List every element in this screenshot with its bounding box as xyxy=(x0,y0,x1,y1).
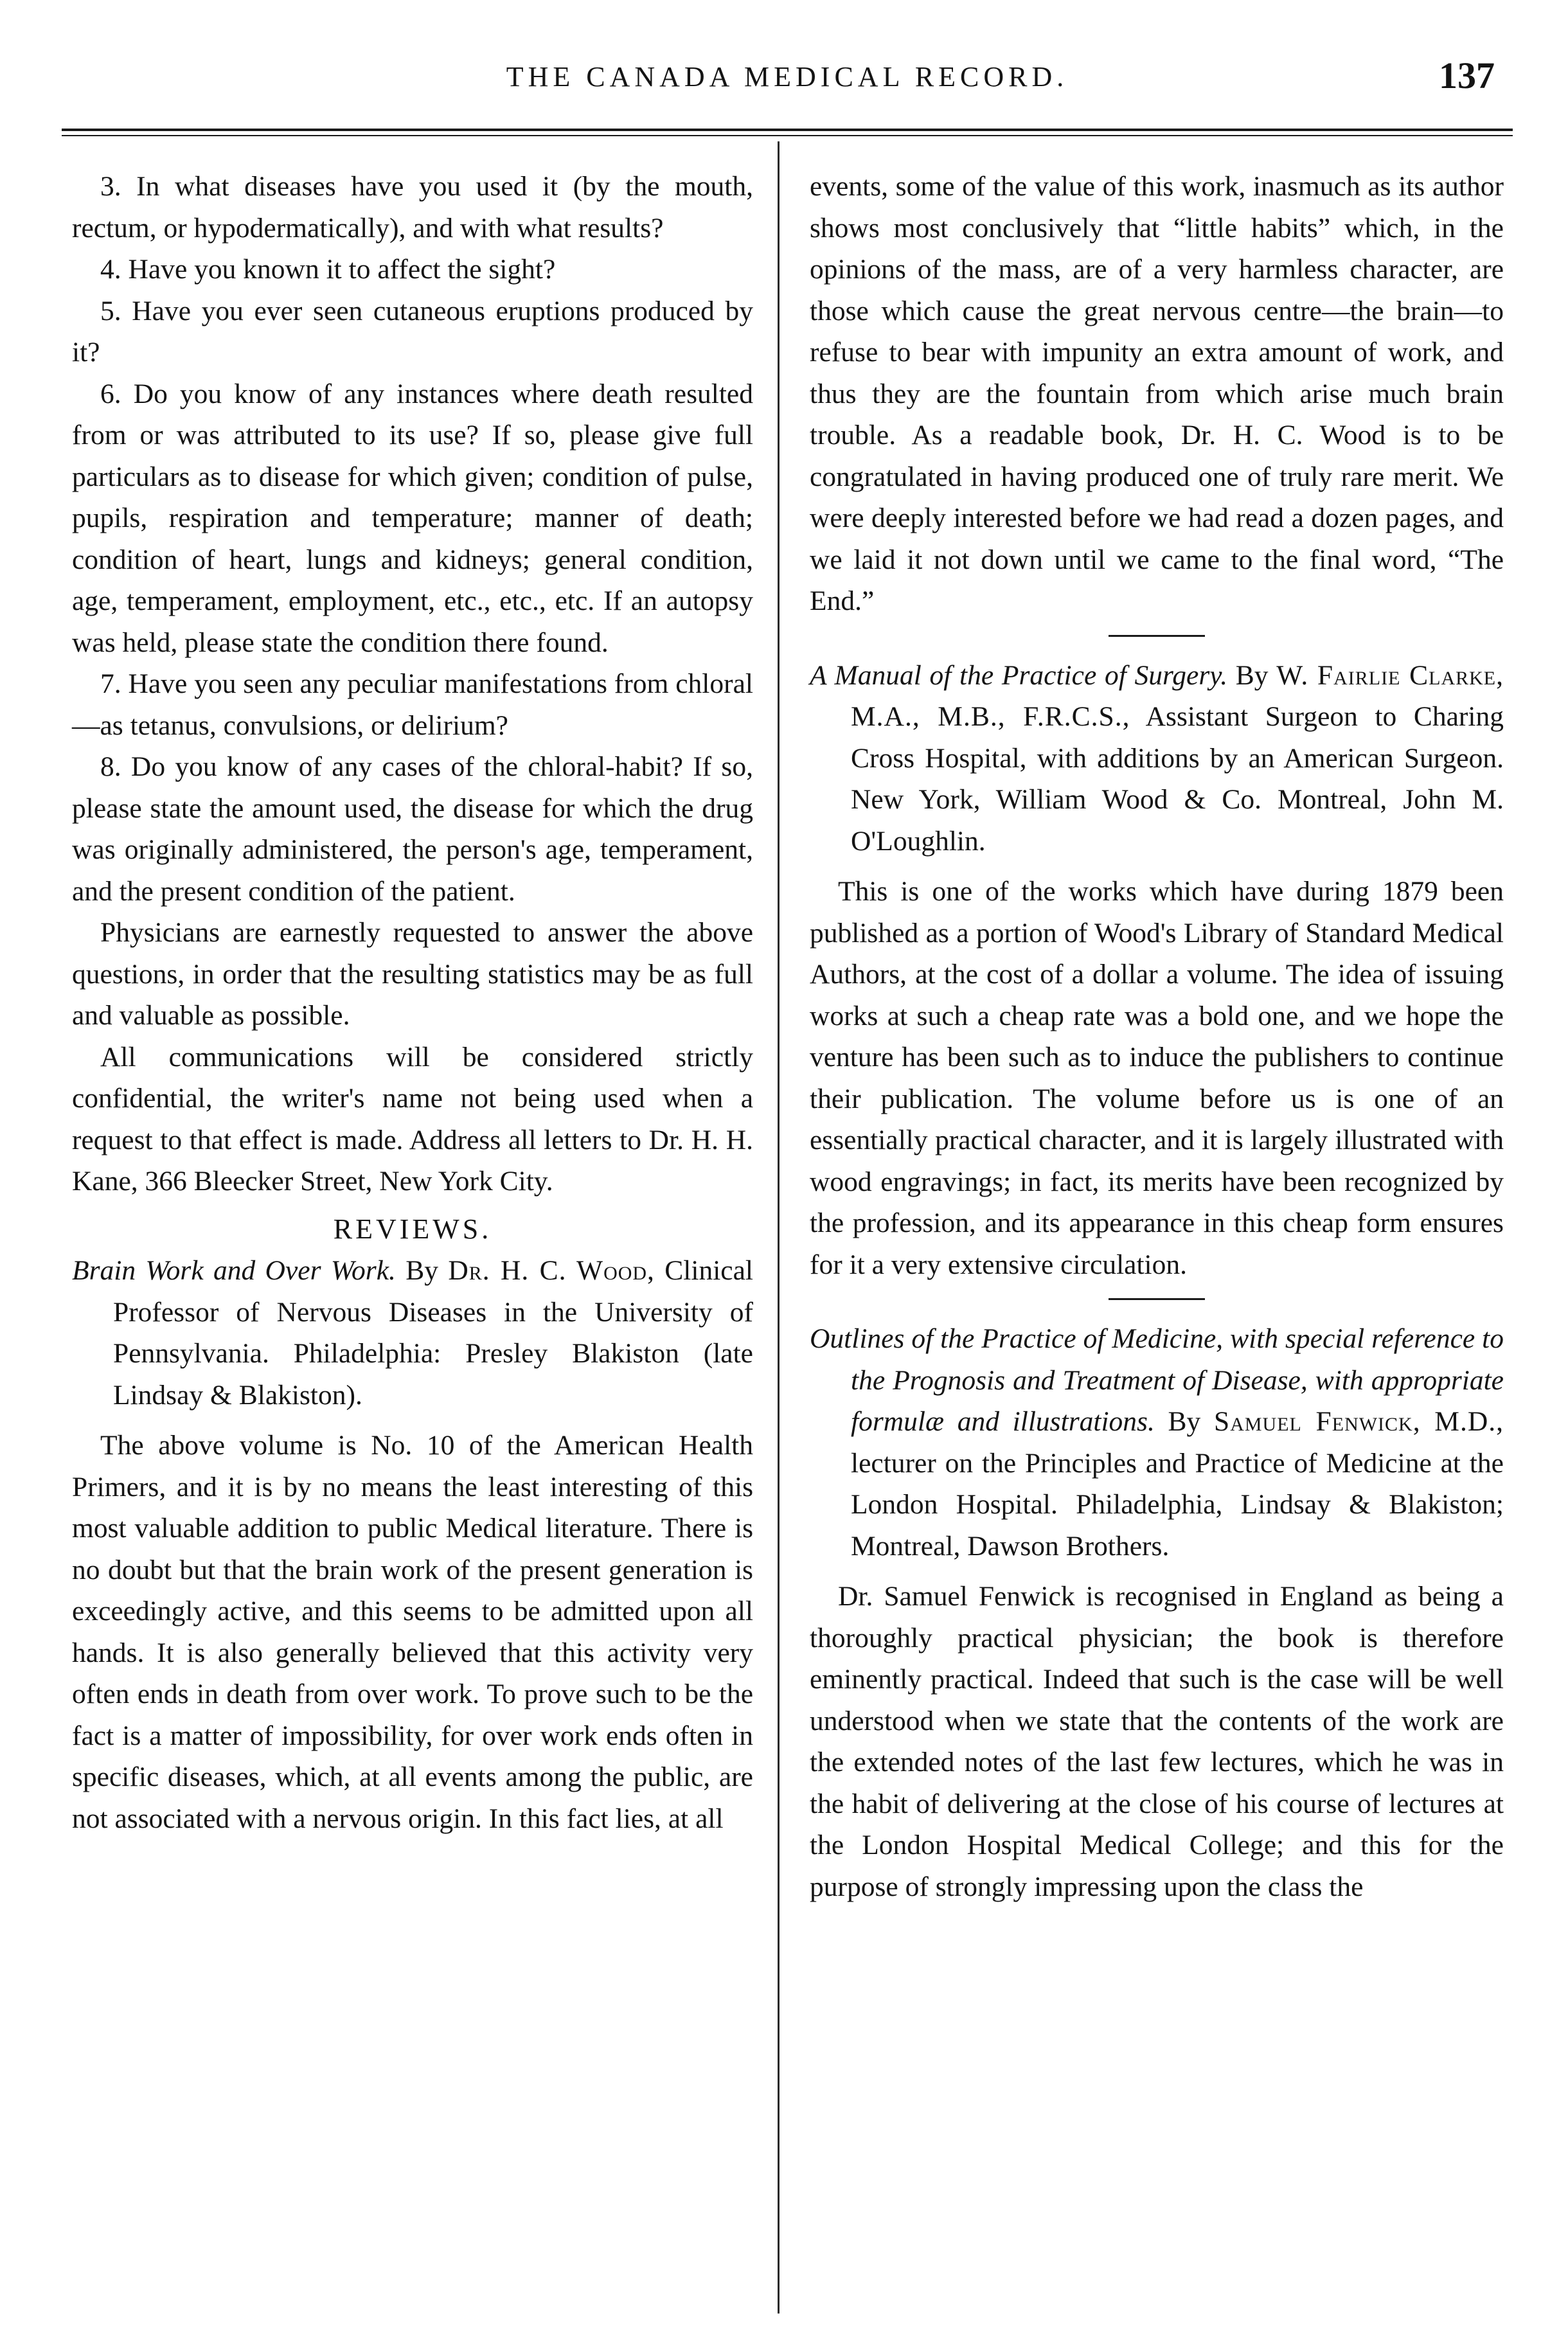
review-3-body: Dr. Samuel Fenwick is recognised in England as being a thoroughly practical physician; the book is therefore eminently practical. Indeed that such is the case will be well understood when we state that the contents of the work are the extended notes of the last few lectures, which he was in the habit of delivering at the close of his course of lectures at the London Hospital Medical College; and this for the purpose of strongly impressing upon the class the xyxy=(810,1581,1504,1902)
page-number: 137 xyxy=(1439,55,1495,96)
question-8: 8. Do you know of any cases of the chloral-habit? If so, please state the amount used, the disease for which the drug was originally administered, the person's age, temperament, and the present condition of the patient. xyxy=(72,751,753,907)
review-3-title: Outlines of the Practice of Medicine, with special reference to the Prognosis and Treatment of Disease, with appropriate formulæ and illustrations. xyxy=(810,1323,1504,1437)
header-rule-thin xyxy=(62,135,1513,136)
page-header xyxy=(64,55,1510,116)
request-paragraph: Physicians are earnestly requested to answer the above questions, in order that the resulting statistics may be as full and valuable as possible. xyxy=(72,917,753,1031)
question-5: 5. Have you ever seen cutaneous eruptions produced by it? xyxy=(72,295,753,368)
column-divider xyxy=(778,141,780,2314)
review-2-body: This is one of the works which have during 1879 been published as a portion of Wood's Library of Standard Medical Authors, at the cost of a dollar a volume. The idea of issuing works at such a cheap rate was a bold one, and we hope the venture has been such as to induce the publishers to continue their publication. The volume before us is one of an essentially practical character, and it is largely illustrated with wood engravings; in fact, its merits have been recognized by the profession, and its appearance in this cheap form ensures for it a very extensive circulation. xyxy=(810,876,1504,1280)
question-7: 7. Have you seen any peculiar manifestations from chloral—as tetanus, convulsions, or delirium? xyxy=(72,668,753,741)
review-1-title: Brain Work and Over Work. xyxy=(72,1255,396,1286)
review-2-citation xyxy=(810,655,1504,862)
review-2-title: A Manual of the Practice of Surgery. xyxy=(810,659,1228,691)
reviews-heading: REVIEWS. xyxy=(333,1213,492,1245)
review-3-details: lecturer on the Principles and Practice of Medicine at the London Hospital. Philadelphia, Lindsay & Blakiston; Montreal, Dawson Brothers. xyxy=(851,1447,1504,1562)
question-6: 6. Do you know of any instances where death resulted from or was attributed to its use? If so, please give full particulars as to disease for which given; condition of pulse, pupils, respiration and temperature; manner of death; condition of heart, lungs and kidneys; general condition, age, temperament, employment, etc., etc., etc. If an autopsy was held, please state the condition there found. xyxy=(72,378,753,658)
review-2-by: By xyxy=(1235,659,1269,691)
running-title: THE CANADA MEDICAL RECORD. xyxy=(506,61,1069,93)
review-3-author: Samuel Fenwick, M.D., xyxy=(1214,1406,1504,1437)
right-column xyxy=(810,166,1504,1907)
review-3-by: By xyxy=(1168,1406,1201,1437)
review-2-details: Assistant Surgeon to Charing Cross Hospital, with additions by an American Surgeon. New York, William Wood & Co. Montreal, John M. O'Loughlin. xyxy=(851,701,1504,857)
question-4: 4. Have you known it to affect the sight? xyxy=(100,254,556,285)
left-column xyxy=(72,166,753,1839)
review-1-details: Clinical Professor of Nervous Diseases in the University of Pennsylvania. Philadelphia: Presley Blakiston (late Lindsay & Blakiston). xyxy=(113,1255,753,1411)
review-3-citation xyxy=(810,1318,1504,1567)
review-1-citation xyxy=(72,1250,753,1416)
section-rule xyxy=(1109,1298,1205,1300)
review-2-author: W. Fairlie Clarke, M.A., M.B., F.R.C.S., xyxy=(851,659,1504,732)
review-1-author: Dr. H. C. Wood, xyxy=(448,1255,655,1286)
review-1-by: By xyxy=(405,1255,439,1286)
review-1-body: The above volume is No. 10 of the American Health Primers, and it is by no means the least interesting of this most valuable addition to public Medical literature. There is no doubt but that the brain work of the present generation is exceedingly active, and this seems to be admitted upon all hands. It is also generally believed that this activity very often ends in death from over work. To prove such to be the fact is a matter of impossibility, for over work ends often in specific diseases, which, at all events among the public, are not associated with a nervous origin. In this fact lies, at all xyxy=(72,1430,753,1834)
confidential-paragraph: All communications will be considered strictly confidential, the writer's name not being used when a request to that effect is made. Address all letters to Dr. H. H. Kane, 366 Bleecker Street, New York City. xyxy=(72,1041,753,1197)
header-rule xyxy=(62,129,1513,131)
section-rule xyxy=(1109,635,1205,637)
review-1-body-continued: events, some of the value of this work, inasmuch as its author shows most conclusively that “little habits” which, in the opinions of the mass, are of a very harmless character, are those which cause the great nervous centre—the brain—to refuse to bear with impunity an extra amount of work, and thus they are the fountain from which arise much brain trouble. As a readable book, Dr. H. C. Wood is to be congratulated in having produced one of truly rare merit. We were deeply interested before we had read a dozen pages, and we laid it not down until we came to the final word, “The End.” xyxy=(810,171,1504,616)
question-3: 3. In what diseases have you used it (by the mouth, rectum, or hypodermatically), and with what results? xyxy=(72,171,753,244)
